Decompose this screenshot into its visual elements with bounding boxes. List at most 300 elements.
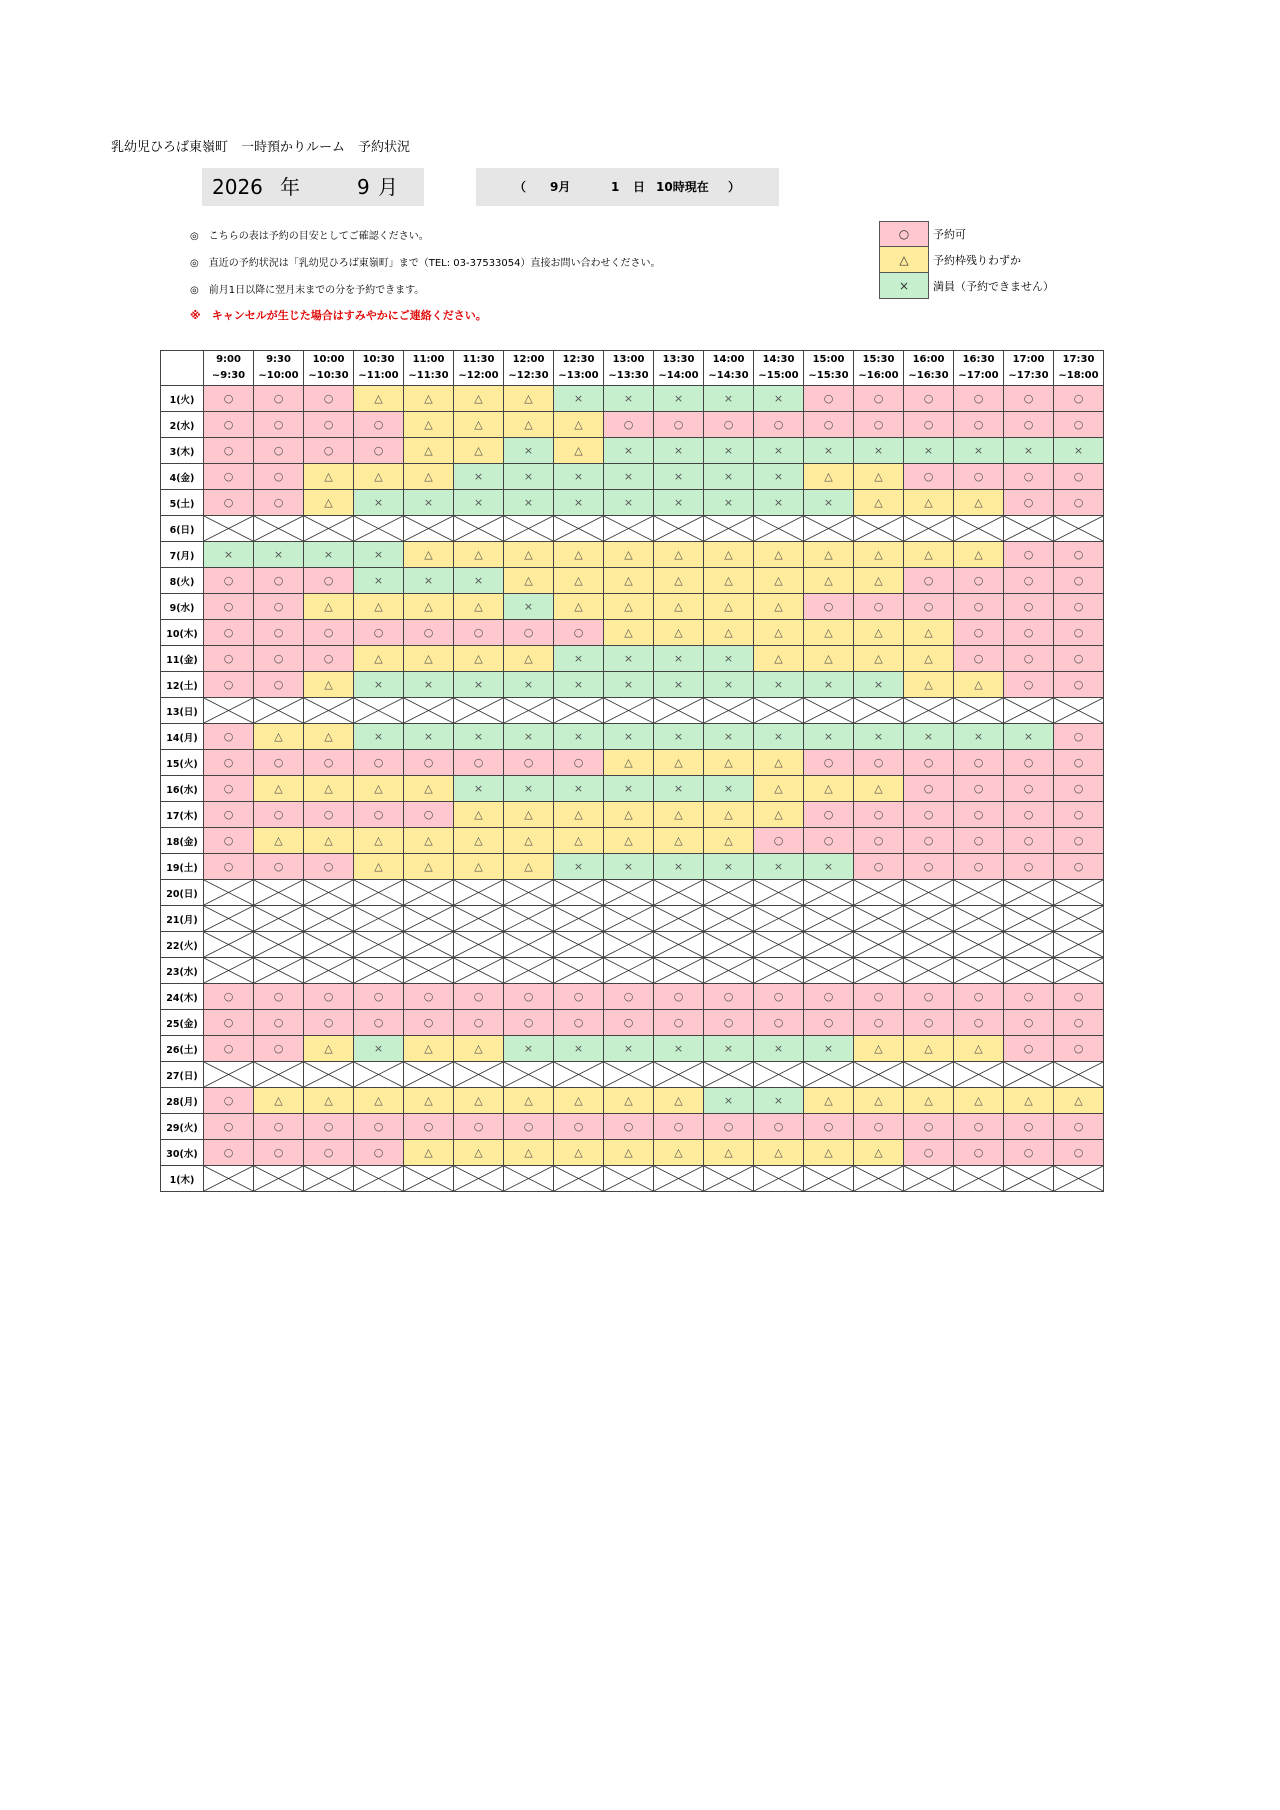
slot-status-cell: △ [504, 568, 554, 594]
closed-cell [254, 932, 304, 958]
slot-status-cell: △ [404, 1140, 454, 1166]
as-of-close-paren: ） [728, 180, 741, 194]
slot-status-cell: × [354, 542, 404, 568]
closed-cell [704, 932, 754, 958]
slot-status-cell: △ [604, 542, 654, 568]
closed-cell [654, 880, 704, 906]
table-row [161, 854, 1104, 880]
slot-status-cell: ○ [1054, 828, 1104, 854]
slot-status-cell: △ [604, 568, 654, 594]
closed-cell [454, 958, 504, 984]
slot-status-cell: △ [804, 646, 854, 672]
slot-status-cell: ○ [954, 802, 1004, 828]
slot-status-cell: ○ [204, 802, 254, 828]
slot-status-cell: ○ [454, 984, 504, 1010]
slot-status-cell: × [604, 776, 654, 802]
slot-status-cell: △ [504, 646, 554, 672]
legend-label-available: 予約可 [933, 228, 966, 241]
slot-status-cell: × [554, 724, 604, 750]
slot-status-cell: △ [604, 802, 654, 828]
slot-status-cell: △ [904, 542, 954, 568]
slot-status-cell: ○ [204, 828, 254, 854]
slot-status-cell: ○ [304, 386, 354, 412]
slot-status-cell: × [454, 776, 504, 802]
closed-cell [604, 698, 654, 724]
slot-status-cell: × [204, 542, 254, 568]
slot-status-cell: ○ [504, 1010, 554, 1036]
closed-cell [604, 880, 654, 906]
slot-status-cell: × [404, 490, 454, 516]
slot-status-cell: ○ [254, 854, 304, 880]
slot-status-cell: ○ [854, 594, 904, 620]
as-of-day-unit: 日 [633, 180, 646, 194]
day-label: 28(月) [161, 1088, 204, 1114]
legend-label-few-left: 予約枠残りわずか [933, 254, 1021, 267]
closed-cell [854, 958, 904, 984]
slot-status-cell: △ [754, 802, 804, 828]
slot-status-cell: ○ [1054, 412, 1104, 438]
closed-cell [904, 906, 954, 932]
slot-status-cell: △ [304, 1036, 354, 1062]
slot-status-cell: × [654, 776, 704, 802]
slot-status-cell: × [654, 672, 704, 698]
note-2: ◎ 直近の予約状況は「乳幼児ひろば東嶺町」まで（TEL: 03-37533054）直接お問い合わせください。 [190, 258, 661, 269]
closed-cell [354, 906, 404, 932]
slot-status-cell: △ [404, 854, 454, 880]
closed-cell [504, 698, 554, 724]
closed-cell [504, 906, 554, 932]
slot-status-cell: ○ [804, 594, 854, 620]
closed-cell [804, 906, 854, 932]
slot-status-cell: × [554, 1036, 604, 1062]
slot-status-cell: × [304, 542, 354, 568]
slot-status-cell: ○ [854, 412, 904, 438]
slot-status-cell: ○ [204, 1010, 254, 1036]
closed-cell [554, 1166, 604, 1192]
slot-status-cell: × [854, 724, 904, 750]
slot-status-cell: × [554, 854, 604, 880]
slot-status-cell: ○ [354, 984, 404, 1010]
closed-cell [504, 1166, 554, 1192]
slot-status-cell: × [704, 1036, 754, 1062]
time-slot-header [854, 351, 904, 386]
slot-status-cell: ○ [804, 828, 854, 854]
slot-status-cell: ○ [304, 438, 354, 464]
year-value: 2026 [212, 175, 263, 199]
slot-status-cell: △ [404, 438, 454, 464]
slot-status-cell: × [354, 1036, 404, 1062]
closed-cell [404, 516, 454, 542]
closed-cell [854, 1062, 904, 1088]
slot-status-cell: △ [404, 1036, 454, 1062]
slot-status-cell: ○ [504, 620, 554, 646]
slot-status-cell: × [404, 568, 454, 594]
slot-status-cell: △ [704, 802, 754, 828]
closed-cell [654, 906, 704, 932]
time-slot-header [1004, 351, 1054, 386]
slot-status-cell: ○ [204, 1088, 254, 1114]
slot-status-cell: ○ [1054, 464, 1104, 490]
table-row [161, 958, 1104, 984]
closed-cell [904, 958, 954, 984]
slot-status-cell: ○ [604, 412, 654, 438]
closed-cell [954, 1062, 1004, 1088]
slot-status-cell: △ [854, 464, 904, 490]
slot-start: 10:30 [362, 354, 395, 365]
slot-status-cell: ○ [254, 1036, 304, 1062]
closed-cell [804, 880, 854, 906]
closed-cell [754, 1062, 804, 1088]
slot-status-cell: △ [1054, 1088, 1104, 1114]
closed-cell [654, 1166, 704, 1192]
slot-status-cell: △ [354, 646, 404, 672]
slot-status-cell: ○ [254, 490, 304, 516]
closed-cell [704, 516, 754, 542]
slot-status-cell: △ [804, 568, 854, 594]
slot-status-cell: × [804, 724, 854, 750]
closed-cell [354, 880, 404, 906]
slot-status-cell: △ [454, 412, 504, 438]
slot-status-cell: △ [654, 594, 704, 620]
slot-status-cell: ○ [204, 464, 254, 490]
slot-status-cell: △ [404, 776, 454, 802]
closed-cell [754, 516, 804, 542]
table-row [161, 594, 1104, 620]
slot-status-cell: ○ [954, 412, 1004, 438]
slot-status-cell: ○ [754, 1114, 804, 1140]
slot-status-cell: △ [854, 568, 904, 594]
slot-status-cell: × [354, 672, 404, 698]
slot-status-cell: × [754, 1036, 804, 1062]
closed-cell [304, 516, 354, 542]
closed-cell [604, 958, 654, 984]
closed-cell [304, 880, 354, 906]
closed-cell [204, 906, 254, 932]
closed-cell [454, 906, 504, 932]
closed-cell [654, 1062, 704, 1088]
slot-status-cell: △ [854, 620, 904, 646]
slot-status-cell: × [654, 464, 704, 490]
slot-status-cell: ○ [1054, 854, 1104, 880]
legend-label-full: 満員（予約できません） [933, 280, 1054, 293]
closed-cell [754, 698, 804, 724]
slot-status-cell: △ [554, 594, 604, 620]
closed-cell [304, 1062, 354, 1088]
slot-status-cell: × [704, 854, 754, 880]
closed-cell [704, 698, 754, 724]
table-row [161, 906, 1104, 932]
slot-status-cell: × [454, 672, 504, 698]
closed-cell [804, 1166, 854, 1192]
slot-status-cell: ○ [804, 984, 854, 1010]
slot-status-cell: × [454, 724, 504, 750]
slot-status-cell: ○ [354, 620, 404, 646]
slot-end: ~11:00 [358, 370, 399, 381]
slot-status-cell: ○ [554, 620, 604, 646]
slot-status-cell: △ [554, 568, 604, 594]
table-row [161, 984, 1104, 1010]
slot-end: ~12:30 [508, 370, 549, 381]
slot-status-cell: ○ [354, 1010, 404, 1036]
slot-status-cell: × [1054, 438, 1104, 464]
slot-status-cell: △ [354, 776, 404, 802]
slot-start: 17:30 [1062, 354, 1095, 365]
day-label: 22(火) [161, 932, 204, 958]
closed-cell [554, 880, 604, 906]
slot-end: ~15:00 [758, 370, 799, 381]
slot-status-cell: × [604, 490, 654, 516]
slot-status-cell: △ [904, 620, 954, 646]
legend [879, 221, 1054, 299]
closed-cell [404, 958, 454, 984]
slot-status-cell: ○ [304, 750, 354, 776]
slot-status-cell: △ [1004, 1088, 1054, 1114]
slot-status-cell: × [704, 1088, 754, 1114]
slot-status-cell: △ [404, 386, 454, 412]
day-label: 10(木) [161, 620, 204, 646]
slot-start: 16:00 [912, 354, 945, 365]
slot-status-cell: ○ [304, 1114, 354, 1140]
slot-status-cell: ○ [854, 984, 904, 1010]
slot-status-cell: × [1004, 724, 1054, 750]
closed-cell [354, 958, 404, 984]
slot-status-cell: △ [554, 542, 604, 568]
slot-status-cell: ○ [604, 1114, 654, 1140]
day-label: 13(日) [161, 698, 204, 724]
slot-status-cell: ○ [1054, 750, 1104, 776]
slot-end: ~9:30 [211, 370, 246, 381]
slot-status-cell: △ [354, 386, 404, 412]
slot-status-cell: △ [654, 542, 704, 568]
slot-status-cell: ○ [254, 1140, 304, 1166]
slot-status-cell: ○ [254, 464, 304, 490]
slot-status-cell: × [354, 568, 404, 594]
closed-cell [904, 1166, 954, 1192]
slot-status-cell: ○ [654, 1114, 704, 1140]
slot-end: ~13:00 [558, 370, 599, 381]
time-slot-header [704, 351, 754, 386]
table-row [161, 828, 1104, 854]
slot-status-cell: △ [954, 542, 1004, 568]
table-row [161, 516, 1104, 542]
time-slot-header [904, 351, 954, 386]
closed-cell [754, 906, 804, 932]
slot-start: 14:30 [762, 354, 795, 365]
slot-status-cell: ○ [1004, 828, 1054, 854]
slot-status-cell: △ [504, 412, 554, 438]
slot-status-cell: △ [904, 1088, 954, 1114]
slot-status-cell: ○ [204, 1036, 254, 1062]
slot-end: ~12:00 [458, 370, 499, 381]
slot-status-cell: ○ [754, 828, 804, 854]
slot-status-cell: △ [454, 438, 504, 464]
slot-status-cell: △ [654, 1088, 704, 1114]
slot-status-cell: △ [254, 1088, 304, 1114]
slot-status-cell: ○ [1004, 542, 1054, 568]
slot-status-cell: × [504, 490, 554, 516]
closed-cell [804, 932, 854, 958]
closed-cell [904, 880, 954, 906]
slot-status-cell: ○ [604, 984, 654, 1010]
slot-status-cell: ○ [654, 412, 704, 438]
slot-status-cell: △ [304, 828, 354, 854]
slot-status-cell: △ [904, 672, 954, 698]
closed-cell [854, 1166, 904, 1192]
slot-status-cell: ○ [304, 412, 354, 438]
closed-cell [954, 698, 1004, 724]
slot-status-cell: × [754, 672, 804, 698]
slot-status-cell: × [654, 490, 704, 516]
table-row [161, 932, 1104, 958]
slot-status-cell: ○ [954, 854, 1004, 880]
closed-cell [954, 1166, 1004, 1192]
day-label: 15(火) [161, 750, 204, 776]
slot-status-cell: ○ [704, 984, 754, 1010]
slot-end: ~18:00 [1058, 370, 1099, 381]
slot-status-cell: × [604, 724, 654, 750]
table-row [161, 724, 1104, 750]
slot-status-cell: × [554, 464, 604, 490]
table-row [161, 1088, 1104, 1114]
slot-status-cell: △ [504, 386, 554, 412]
closed-cell [754, 1166, 804, 1192]
slot-status-cell: △ [804, 1088, 854, 1114]
slot-status-cell: ○ [1054, 1140, 1104, 1166]
slot-status-cell: ○ [1004, 646, 1054, 672]
slot-start: 13:30 [662, 354, 695, 365]
slot-status-cell: ○ [854, 854, 904, 880]
closed-cell [454, 1166, 504, 1192]
slot-status-cell: △ [704, 1140, 754, 1166]
slot-status-cell: ○ [954, 776, 1004, 802]
slot-status-cell: ○ [404, 802, 454, 828]
slot-status-cell: △ [354, 854, 404, 880]
slot-status-cell: △ [604, 1088, 654, 1114]
slot-status-cell: ○ [1004, 854, 1054, 880]
table-row [161, 464, 1104, 490]
slot-status-cell: ○ [904, 412, 954, 438]
slot-status-cell: ○ [504, 1114, 554, 1140]
slot-status-cell: △ [904, 490, 954, 516]
slot-status-cell: ○ [1004, 412, 1054, 438]
slot-status-cell: ○ [304, 1140, 354, 1166]
table-row [161, 568, 1104, 594]
closed-cell [504, 880, 554, 906]
slot-status-cell: ○ [404, 1010, 454, 1036]
table-row [161, 386, 1104, 412]
slot-status-cell: △ [704, 542, 754, 568]
closed-cell [1054, 880, 1104, 906]
month-unit: 月 [378, 175, 398, 199]
slot-status-cell: △ [754, 750, 804, 776]
slot-status-cell: △ [754, 646, 804, 672]
closed-cell [554, 932, 604, 958]
slot-status-cell: × [754, 438, 804, 464]
slot-status-cell: × [704, 386, 754, 412]
slot-status-cell: ○ [204, 594, 254, 620]
closed-cell [1004, 1062, 1054, 1088]
slot-status-cell: ○ [254, 594, 304, 620]
slot-end: ~11:30 [408, 370, 449, 381]
closed-cell [804, 958, 854, 984]
slot-status-cell: ○ [804, 386, 854, 412]
slot-status-cell: × [754, 490, 804, 516]
slot-status-cell: × [504, 724, 554, 750]
closed-cell [504, 958, 554, 984]
slot-status-cell: ○ [904, 1010, 954, 1036]
slot-status-cell: ○ [204, 490, 254, 516]
closed-cell [354, 516, 404, 542]
slot-status-cell: × [554, 386, 604, 412]
slot-status-cell: × [704, 464, 754, 490]
closed-cell [854, 516, 904, 542]
closed-cell [754, 932, 804, 958]
slot-status-cell: ○ [354, 1114, 404, 1140]
closed-cell [854, 932, 904, 958]
slot-status-cell: × [754, 464, 804, 490]
year-unit: 年 [280, 175, 300, 199]
slot-status-cell: ○ [1004, 984, 1054, 1010]
slot-status-cell: △ [854, 646, 904, 672]
slot-status-cell: ○ [204, 724, 254, 750]
table-row [161, 1010, 1104, 1036]
slot-status-cell: × [404, 724, 454, 750]
closed-cell [854, 698, 904, 724]
slot-status-cell: × [904, 438, 954, 464]
slot-status-cell: × [904, 724, 954, 750]
slot-status-cell: ○ [204, 854, 254, 880]
slot-status-cell: △ [704, 828, 754, 854]
slot-status-cell: × [654, 1036, 704, 1062]
slot-status-cell: ○ [1054, 984, 1104, 1010]
slot-status-cell: △ [454, 542, 504, 568]
slot-status-cell: △ [654, 1140, 704, 1166]
table-row [161, 438, 1104, 464]
slot-status-cell: ○ [1054, 1114, 1104, 1140]
slot-status-cell: ○ [804, 802, 854, 828]
day-label: 16(水) [161, 776, 204, 802]
slot-status-cell: ○ [754, 1010, 804, 1036]
table-row [161, 490, 1104, 516]
closed-cell [404, 906, 454, 932]
closed-cell [404, 932, 454, 958]
closed-cell [254, 880, 304, 906]
slot-status-cell: ○ [954, 1140, 1004, 1166]
slot-status-cell: △ [354, 828, 404, 854]
slot-status-cell: ○ [804, 1010, 854, 1036]
slot-status-cell: × [554, 490, 604, 516]
day-label: 24(木) [161, 984, 204, 1010]
slot-status-cell: ○ [1004, 594, 1054, 620]
slot-status-cell: × [604, 672, 654, 698]
slot-status-cell: △ [304, 776, 354, 802]
slot-status-cell: △ [854, 1036, 904, 1062]
slot-status-cell: ○ [1004, 1114, 1054, 1140]
slot-status-cell: × [654, 438, 704, 464]
slot-status-cell: ○ [304, 802, 354, 828]
slot-status-cell: △ [254, 828, 304, 854]
table-row [161, 802, 1104, 828]
closed-cell [554, 958, 604, 984]
slot-status-cell: △ [904, 1036, 954, 1062]
slot-status-cell: ○ [304, 854, 354, 880]
slot-status-cell: × [854, 672, 904, 698]
slot-status-cell: △ [854, 1088, 904, 1114]
slot-status-cell: ○ [1054, 776, 1104, 802]
slot-status-cell: ○ [554, 750, 604, 776]
slot-status-cell: × [654, 854, 704, 880]
closed-cell [704, 958, 754, 984]
